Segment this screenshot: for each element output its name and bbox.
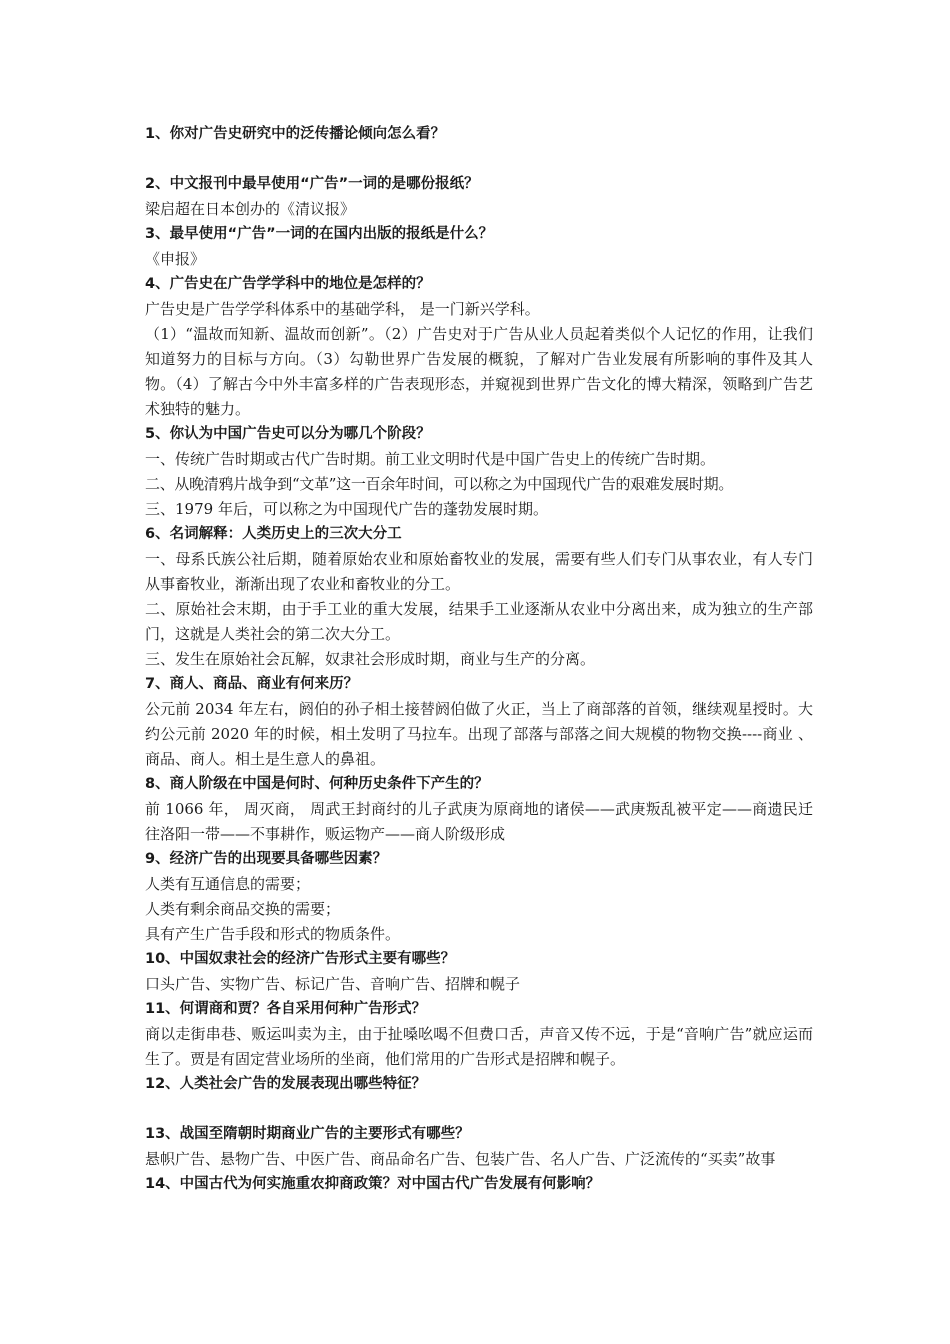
document-page <box>145 122 813 1197</box>
question-2: 2、中文报刊中最早使用“广告”一词的是哪份报纸？ <box>145 176 479 192</box>
answer-6-para-3: 三、发生在原始社会瓦解，奴隶社会形成时期，商业与生产的分离。 <box>145 650 596 668</box>
question-11: 11、何谓商和贾？各自采用何种广告形式？ <box>145 1001 427 1017</box>
answer-6-para-1: 一、母系氏族公社后期，随着原始农业和原始畜牧业的发展，需要有些人们专门从事农业，有人专门从事畜牧业，渐渐出现了农业和畜牧业的分工。 <box>145 550 813 593</box>
answer-6-para-2: 二、原始社会末期，由于手工业的重大发展，结果手工业逐渐从农业中分离出来，成为独立的生产部门，这就是人类社会的第二次大分工。 <box>145 600 813 643</box>
answer-10: 口头广告、实物广告、标记广告、音响广告、招牌和幌子 <box>145 975 521 993</box>
question-3: 3、最早使用“广告”一词的在国内出版的报纸是什么？ <box>145 226 494 242</box>
answer-4-para-2: （1）“温故而知新、温故而创新”。（2）广告史对于广告从业人员起着类似个人记忆的作用，让我们知道努力的目标与方向。（3）勾勒世界广告发展的概貌，了解对广告业发展有所影响的事件及其人物。（4）了解古今中外丰富多样的广告表现形态，并窥视到世界广告文化的博大精深，领略到广告艺术独特的魅力。 <box>145 325 813 418</box>
answer-4-para-1: 广告史是广告学学科体系中的基础学科， 是一门新兴学科。 <box>145 300 540 318</box>
question-13: 13、战国至隋朝时期商业广告的主要形式有哪些？ <box>145 1126 470 1142</box>
answer-13: 悬帜广告、悬物广告、中医广告、商品命名广告、包装广告、名人广告、广泛流传的“买卖”故事 <box>145 1150 776 1168</box>
question-14: 14、中国古代为何实施重农抑商政策？对中国古代广告发展有何影响？ <box>145 1176 601 1192</box>
answer-8: 前 1066 年， 周灭商， 周武王封商纣的儿子武庚为原商地的诸侯——武庚叛乱被平定——商遗民迁往洛阳一带——不事耕作，贩运物产——商人阶级形成 <box>145 800 813 843</box>
question-8: 8、商人阶级在中国是何时、何种历史条件下产生的？ <box>145 776 489 792</box>
answer-9-para-2: 人类有剩余商品交换的需要； <box>145 900 341 918</box>
answer-7: 公元前 2034 年左右，阏伯的孙子相土接替阏伯做了火正，当上了商部落的首领，继续观星授时。大约公元前 2020 年的时候，相土发明了马拉车。出现了部落与部落之间大规模的物物交换----商业 、商品、商人。相土是生意人的鼻祖。 <box>145 700 813 768</box>
answer-5-para-3: 三、1979 年后，可以称之为中国现代广告的蓬勃发展时期。 <box>145 500 548 518</box>
question-9: 9、经济广告的出现要具备哪些因素？ <box>145 851 388 867</box>
blank-line <box>145 147 813 172</box>
answer-3: 《申报》 <box>145 250 206 268</box>
answer-9-para-3: 具有产生广告手段和形式的物质条件。 <box>145 925 401 943</box>
question-12: 12、人类社会广告的发展表现出哪些特征？ <box>145 1076 427 1092</box>
question-7: 7、商人、商品、商业有何来历？ <box>145 676 359 692</box>
question-6: 6、名词解释：人类历史上的三次大分工 <box>145 526 402 542</box>
question-4: 4、广告史在广告学学科中的地位是怎样的？ <box>145 276 431 292</box>
blank-line <box>145 1097 813 1122</box>
question-1: 1、你对广告史研究中的泛传播论倾向怎么看？ <box>145 126 446 142</box>
answer-11: 商以走街串巷、贩运叫卖为主，由于扯嗓吆喝不但费口舌，声音又传不远，于是“音响广告”就应运而生了。贾是有固定营业场所的坐商，他们常用的广告形式是招牌和幌子。 <box>145 1025 813 1068</box>
question-10: 10、中国奴隶社会的经济广告形式主要有哪些？ <box>145 951 456 967</box>
answer-2: 梁启超在日本创办的《清议报》 <box>145 200 356 218</box>
answer-5-para-2: 二、从晚清鸦片战争到“文革”这一百余年时间，可以称之为中国现代广告的艰难发展时期。 <box>145 475 734 493</box>
question-5: 5、你认为中国广告史可以分为哪几个阶段？ <box>145 426 431 442</box>
answer-5-para-1: 一、传统广告时期或古代广告时期。前工业文明时代是中国广告史上的传统广告时期。 <box>145 450 716 468</box>
answer-9-para-1: 人类有互通信息的需要； <box>145 875 311 893</box>
